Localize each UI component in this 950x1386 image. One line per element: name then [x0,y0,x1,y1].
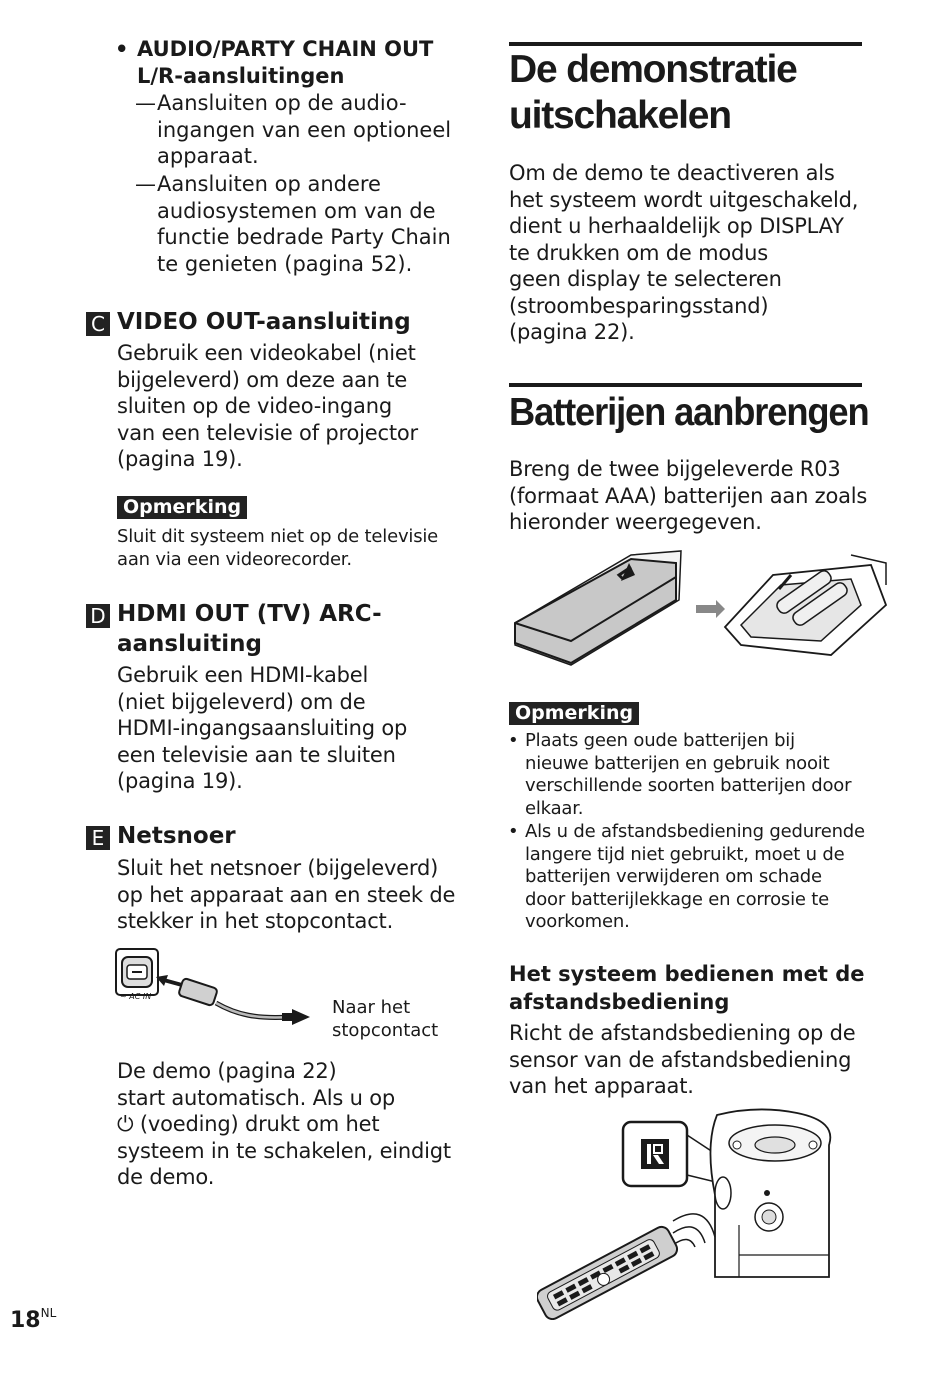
body-line: (pagina 19). [117,447,243,471]
heading-line: aansluiting [117,631,262,657]
ac-in-label: ~ AC IN [120,992,152,1001]
dash-line: functie bedrade Party Chain [157,225,451,249]
body-line: sensor van de afstandsbediening [509,1047,852,1072]
dash-line: Aansluiten op andere [157,172,381,196]
note-bullet-2 [508,821,895,934]
body-line: sluiten op de video-ingang [117,394,392,418]
note-line: Sluit dit systeem niet op de televisie [117,526,439,547]
body-line: de demo. [117,1165,215,1189]
title-demo-off [509,47,797,139]
body-line: Gebruik een HDMI-kabel [117,663,369,687]
note-label-left: Opmerking [117,496,247,519]
note-line: batterijen verwijderen om schade [525,866,822,887]
body-line: hieronder weergegeven. [509,510,762,534]
section-body-hdmi [117,662,467,795]
page-number [10,1306,56,1333]
body-line: van een televisie of projector [117,420,418,445]
section-letter-c: C [86,312,110,336]
dash-mark: — [135,91,156,115]
demo-auto-text [117,1058,467,1191]
body-line: systeem in te schakelen, eindigt [117,1138,451,1163]
body-line: op het apparaat aan en steek de [117,882,456,907]
dash-line: ingangen van een optioneel [157,117,452,142]
dash-line: audiosystemen om van de [157,198,436,223]
bullet-dot: • [508,730,519,751]
note-line: elkaar. [525,797,584,819]
body-line: een televisie aan te sluiten [117,742,396,767]
body-line: Om de demo te deactiveren als [509,161,835,185]
note-label-right: Opmerking [509,702,639,725]
note-bullet-1 [508,730,895,820]
note-line: door batterijlekkage en corrosie te [525,888,830,910]
note-body-left [117,526,467,571]
body-line: Gebruik een videokabel (niet [117,341,416,365]
figure-label-line: stopcontact [332,1020,439,1041]
note-line: aan via een videorecorder. [117,548,352,570]
bullet-dot: • [508,821,519,842]
body-line: (stroombesparingsstand) [509,293,769,318]
dash-item-2 [135,171,467,277]
body-line: geen display te selecteren [509,267,782,291]
section-letter-d: D [86,604,110,628]
power-icon: ⏻ [117,1112,134,1136]
bullet-heading-audio-party [117,36,477,90]
right-column [475,0,950,1386]
body-line: HDMI-ingangsaansluiting op [117,716,408,740]
heading-line: afstandsbediening [509,990,730,1014]
note-line: voorkomen. [525,911,630,932]
section-heading-netsnoer: Netsnoer [117,823,236,849]
page-number-value: 18 [10,1308,41,1333]
body-line: van het apparaat. [509,1074,694,1098]
bullet-heading-line: AUDIO/PARTY CHAIN OUT [137,37,434,61]
body-line-rest: (voeding) drukt om het [139,1112,380,1136]
battery-illustration [511,545,889,670]
body-line: dient u herhaaldelijk op DISPLAY [509,214,844,238]
body-line: Sluit het netsnoer (bijgeleverd) [117,856,439,880]
remote-body [509,1020,889,1100]
note-line: verschillende soorten batterijen door [525,775,852,796]
body-line: Richt de afstandsbediening op de [509,1021,856,1045]
body-line: (pagina 19). [117,769,243,793]
body-line: te drukken om de modus [509,240,768,265]
section-heading-hdmi [117,599,382,659]
body-line: (pagina 22). [509,320,635,344]
body-line: De demo (pagina 22) [117,1059,337,1083]
note-line: Als u de afstandsbediening gedurende [525,821,865,842]
body-line: (niet bijgeleverd) om de [117,689,366,714]
section-letter-e: E [86,826,110,850]
dash-line: te genieten (pagina 52). [157,251,413,276]
section-rule [509,383,862,387]
page-language: NL [40,1306,57,1320]
body-line: Breng de twee bijgeleverde R03 [509,457,841,481]
body-line: stekker in het stopcontact. [117,909,394,933]
dash-item-1 [135,90,467,170]
remote-speaker-illustration [537,1105,867,1320]
heading-line: HDMI OUT (TV) ARC- [117,601,382,627]
bullet-dot: • [115,37,129,61]
dash-line: apparaat. [157,144,259,168]
title-line: uitschakelen [509,94,731,137]
heading-line: Het systeem bedienen met de [509,962,865,986]
note-line: Plaats geen oude batterijen bij [525,730,795,751]
figure-label-stopcontact [332,996,438,1042]
power-cord-illustration [112,945,327,1025]
body-line: het systeem wordt uitgeschakeld, [509,187,859,212]
bullet-heading-line: L/R-aansluitingen [137,64,345,88]
section-body-netsnoer [117,855,467,935]
note-line: langere tijd niet gebruikt, moet u de [525,843,845,865]
body-line: start automatisch. Als u op [117,1085,395,1110]
title-line: De demonstratie [509,48,797,91]
remote-heading [509,960,889,1016]
dash-line: Aansluiten op de audio- [157,91,407,115]
section-rule [509,42,862,46]
demo-off-body [509,160,869,346]
section-body-video-out [117,340,467,473]
dash-mark: — [135,172,156,196]
section-heading-video-out: VIDEO OUT-aansluiting [117,309,411,335]
body-line: (formaat AAA) batterijen aan zoals [509,483,868,508]
note-line: nieuwe batterijen en gebruik nooit [525,752,830,774]
title-batteries: Batterijen aanbrengen [509,391,869,434]
body-line [117,1111,467,1138]
batteries-body [509,456,879,536]
figure-label-line: Naar het [332,997,411,1018]
body-line: bijgeleverd) om deze aan te [117,367,408,392]
